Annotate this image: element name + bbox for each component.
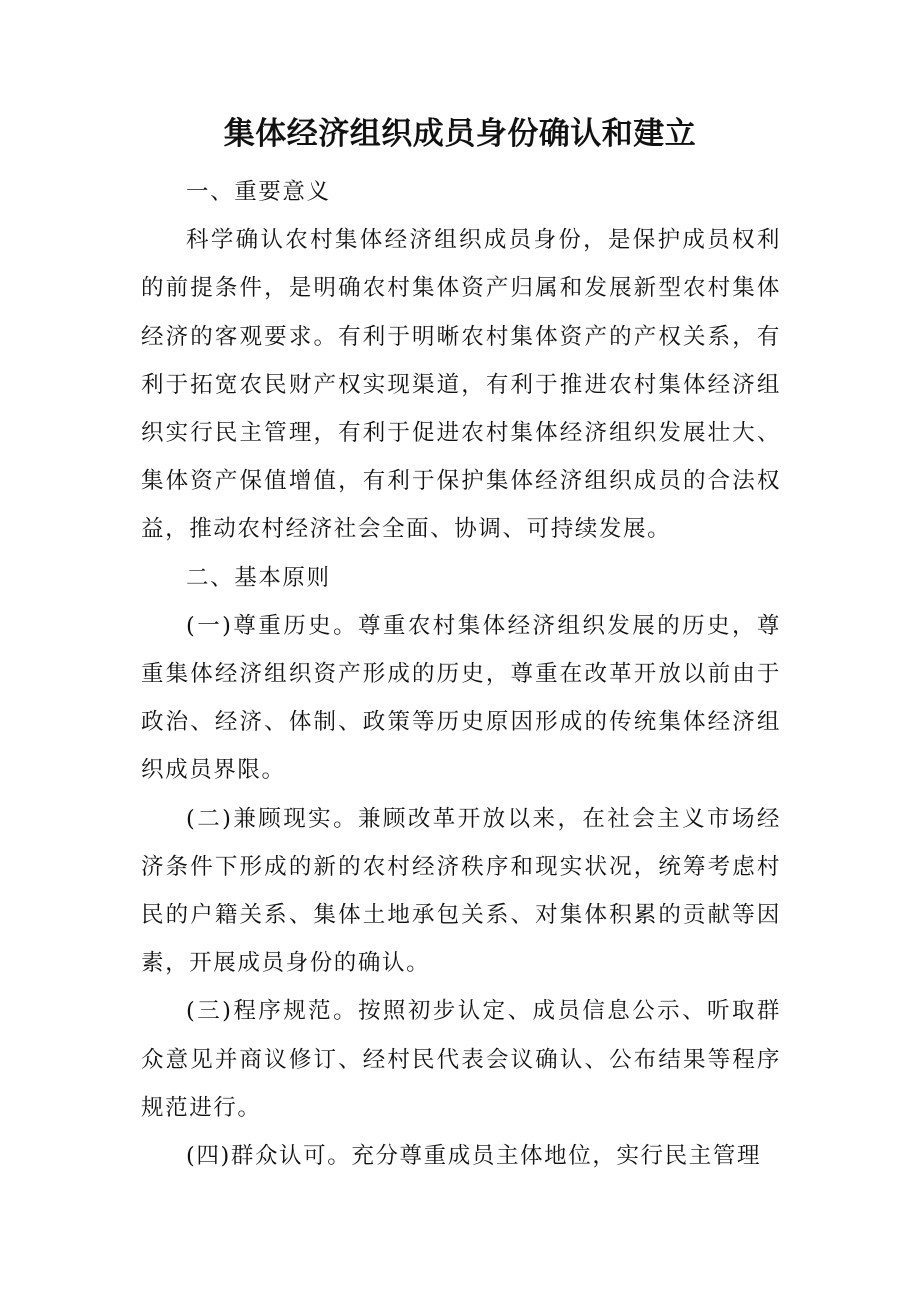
document-body bbox=[141, 168, 781, 1180]
document-title: 集体经济组织成员身份确认和建立 bbox=[223, 116, 697, 152]
section-heading-significance: 一、重要意义 bbox=[186, 179, 331, 205]
section-heading-principles: 二、基本原则 bbox=[186, 564, 331, 591]
paragraph-principle-recognition: (四)群众认可。充分尊重成员主体地位，实行民主管理 bbox=[186, 1143, 762, 1170]
paragraph-principle-history: (一)尊重历史。尊重农村集体经济组织发展的历史，尊重集体经济组织资产形成的历史，尊重在改革开放以前由于政治、经济、体制、政策等历史原因形成的传统集体经济组织成员界限。 bbox=[141, 612, 781, 784]
paragraph-principle-reality: (二)兼顾现实。兼顾改革开放以来，在社会主义市场经济条件下形成的新的农村经济秩序和现实状况，统筹考虑村民的户籍关系、集体土地承包关系、对集体积累的贡献等因素，开展成员身份的确认。 bbox=[141, 805, 781, 977]
paragraph-principle-procedure: (三)程序规范。按照初步认定、成员信息公示、听取群众意见并商议修订、经村民代表会议确认、公布结果等程序规范进行。 bbox=[141, 998, 781, 1121]
paragraph-significance: 科学确认农村集体经济组织成员身份，是保护成员权利的前提条件，是明确农村集体资产归属和发展新型农村集体经济的客观要求。有利于明晰农村集体资产的产权关系，有利于拓宽农民财产权实现渠道，有利于推进农村集体经济组织实行民主管理，有利于促进农村集体经济组织发展壮大、集体资产保值增值，有利于保护集体经济组织成员的合法权益，推动农村经济社会全面、协调、可持续发展。 bbox=[141, 227, 781, 543]
